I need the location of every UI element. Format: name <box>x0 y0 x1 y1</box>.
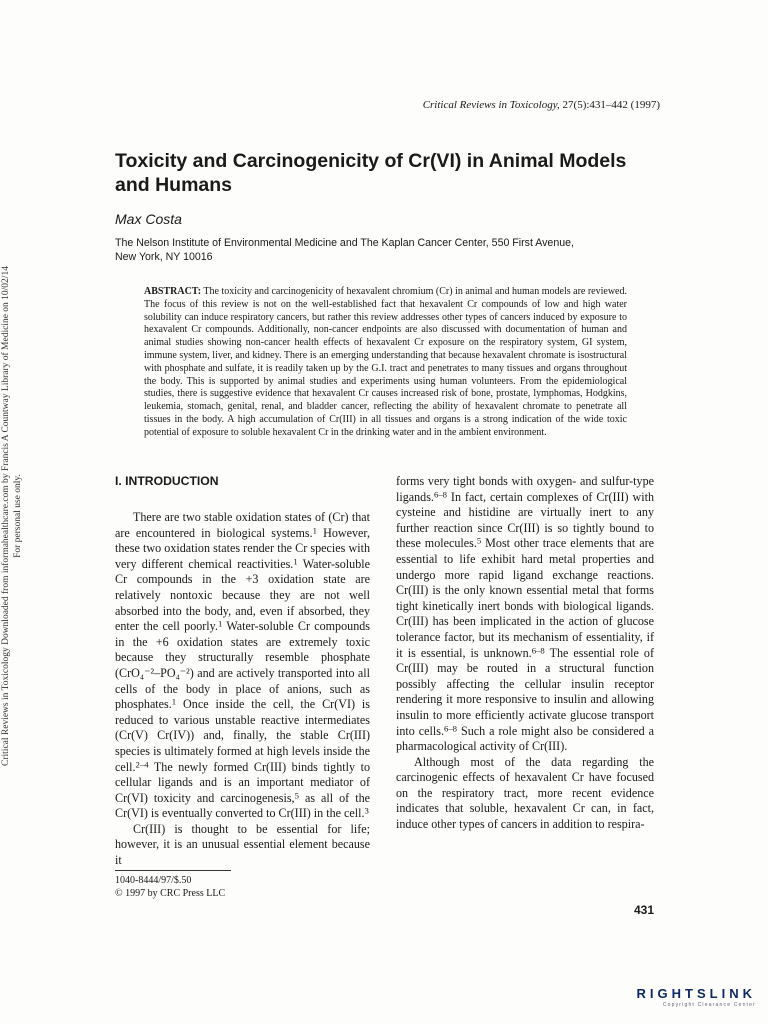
paragraph-text: Most other trace elements that are essential to life exhibit hard metal properties and undergo more rapid ligand exchange reactions. Cr(III) is the only known essential metal that forms tight kinetically inert bonds with biological ligands. Cr(III) has been implicated in the action of glucose tolerance factor, but its mechanism of essentiality, if it is essential, is unknown. <box>396 536 654 660</box>
paragraph-text: Once inside the cell, the Cr(VI) is reduced to various unstable reactive intermediates (Cr(V) Cr(IV)) and, finally, the stable Cr(III) species is ultimately formed at high levels inside the cell. <box>115 697 370 774</box>
paragraph-text: Water-soluble Cr compounds in the +6 oxidation states are extremely toxic because they structurally resemble phosphate (CrO₄⁻²–PO₄⁻²) and are actively transported into all cells of the body in place of anions, such as phosphates. <box>115 619 370 712</box>
citation-ref: 3 <box>364 805 369 816</box>
paragraph-text: The essential role of Cr(III) may be routed in a structural function possibly affecting the cellular insulin receptor rendering it more responsive to insulin and allowing insulin to more efficiently activate glucose transport into cells. <box>396 645 655 738</box>
footnote-rule <box>115 870 231 871</box>
article-title: Toxicity and Carcinogenicity of Cr(VI) in Animal Models and Humans <box>115 150 627 196</box>
citation-ref: 1 <box>171 696 177 707</box>
rightslink-logo-subtext: Copyright Clearance Center <box>662 1002 756 1008</box>
paragraph-text: However, these two oxidation states render the Cr species with very different chemical reactivities. <box>115 525 370 571</box>
footnote-copyright: © 1997 by CRC Press LLC <box>115 887 226 899</box>
download-notice-line1: Critical Reviews in Toxicology Downloaded from informahealthcare.com by Francis A Countway Library of Medicine on 10/02/14 <box>1 266 11 766</box>
footnote-issn: 1040-8444/97/$.50 <box>115 875 192 886</box>
citation-ref: 1 <box>217 618 223 629</box>
abstract-text: The toxicity and carcinogenicity of hexavalent chromium (Cr) in animal and human models are reviewed. The focus of this review is not on the well-established fact that hexavalent Cr compounds of low and high water solubility can induce respiratory cancers, but rather this review addresses other types of cancers induced by exposure to hexavalent Cr compounds. Additionally, non-cancer endpoints are also discussed with documentation of human and animal studies showing non-cancer health effects of hexavalent Cr exposure on the respiratory system, GI system, immune system, liver, and kidney. There is an emerging understanding that because hexavalent chromate is isostructural with phosphate and sulfate, it is readily taken up by the G.I. tract and penetrates to many tissues and organs throughout the body. This is supported by animal studies and experiments using human volunteers. From the epidemiological studies, there is suggestive evidence that hexavalent Cr causes increased risk of bone, prostate, lymphomas, Hodgkins, leukemia, stomach, genital, renal, and bladder cancer, reflecting the ability of hexavalent chromate to penetrate all tissues in the body. A high accumulation of Cr(III) in all tissues and organs is a strong indication of the wide toxic potential of exposure to soluble hexavalent Cr in the drinking water and in the ambient environment. <box>144 286 627 438</box>
citation-ref: 2–4 <box>135 758 149 769</box>
rightslink-logo[interactable] <box>637 986 756 1008</box>
journal-citation <box>423 99 660 111</box>
section-heading: I. INTRODUCTION <box>115 474 219 488</box>
paragraph-2-start: Cr(III) is thought to be essential for life; however, it is an unusual essential element because it <box>115 821 370 868</box>
affiliation-line1: The Nelson Institute of Environmental Medicine and The Kaplan Cancer Center, 550 First Avenue, <box>115 237 574 249</box>
journal-volume: 27(5):431–442 (1997) <box>562 99 660 111</box>
footnote <box>115 875 225 900</box>
paragraph-text: Water-soluble Cr compounds in the +3 oxidation state are relatively nontoxic because they are not well absorbed into the body, and, even if absorbed, they enter the cell poorly. <box>115 556 370 634</box>
body-column-left <box>115 474 370 869</box>
journal-name: Critical Reviews in Toxicology, <box>422 99 560 111</box>
body-column-right <box>396 474 654 833</box>
rightslink-logo-text: RIGHTSLINK <box>636 986 756 1001</box>
page-number: 431 <box>633 903 654 917</box>
citation-ref: 5 <box>294 790 299 801</box>
citation-ref: 6–8 <box>531 644 545 655</box>
citation-ref: 6–8 <box>433 488 448 499</box>
paragraph-3: Although most of the data regarding the carcinogenic effects of hexavalent Cr have focused on the respiratory tract, more recent evidence indicates that soluble, hexavalent Cr can, in fact, induce other types of cancers in addition to respira- <box>396 754 654 832</box>
citation-ref: 1 <box>293 556 298 567</box>
author-affiliation <box>115 236 635 264</box>
paragraph-text: Such a role might also be considered a pharmacological activity of Cr(III). <box>396 723 654 754</box>
abstract-label: ABSTRACT: <box>144 286 202 297</box>
author-name: Max Costa <box>115 211 182 227</box>
paragraph-text: There are two stable oxidation states of (Cr) that are encountered in biological systems. <box>115 510 370 540</box>
citation-ref: 6–8 <box>443 722 458 733</box>
paragraph-2-continued: forms very tight bonds with oxygen- and sulfur-type ligands.$^{6-8}$ In fact, certain complexes of Cr(III) with cysteine and histidine are virtually inert to any further reaction since Cr(III) is so tightly bound to these molecules.$^5$ Most other trace elements that are essential to life exhibit hard metal properties and undergo more rapid ligand exchange reactions. Cr(III) is the only known essential metal that forms tight kinetically inert bonds with biological ligands. Cr(III) has been implicated in the action of glucose tolerance factor, but its mechanism of essentiality, if it is essential, is unknown.$^{6-8}$ The essential role of Cr(III) may be routed in a structural function possibly affecting the cellular insulin receptor rendering it more responsive to insulin and allowing insulin to more efficiently activate glucose transport into cells.$^{6-8}$ Such a role might also be considered a pharmacological activity of Cr(III). <box>396 474 655 754</box>
citation-ref: 5 <box>476 535 482 546</box>
citation-ref: 1 <box>312 524 317 535</box>
paragraph-1 <box>115 510 370 822</box>
abstract <box>144 286 627 440</box>
affiliation-line2: New York, NY 10016 <box>115 251 213 263</box>
paragraph-text: In fact, certain complexes of Cr(III) with cysteine and histidine are virtually inert to any further reaction since Cr(III) is so tightly bound to these molecules. <box>396 489 654 551</box>
download-notice-line2: For personal use only. <box>13 474 23 558</box>
download-notice <box>0 266 28 766</box>
paragraph-text: The newly formed Cr(III) binds tightly to cellular ligands and is an important mediator of Cr(VI) toxicity and carcinogenesis, <box>115 759 370 805</box>
paragraph-text: as all of the Cr(VI) is eventually converted to Cr(III) in the cell. <box>115 790 370 821</box>
